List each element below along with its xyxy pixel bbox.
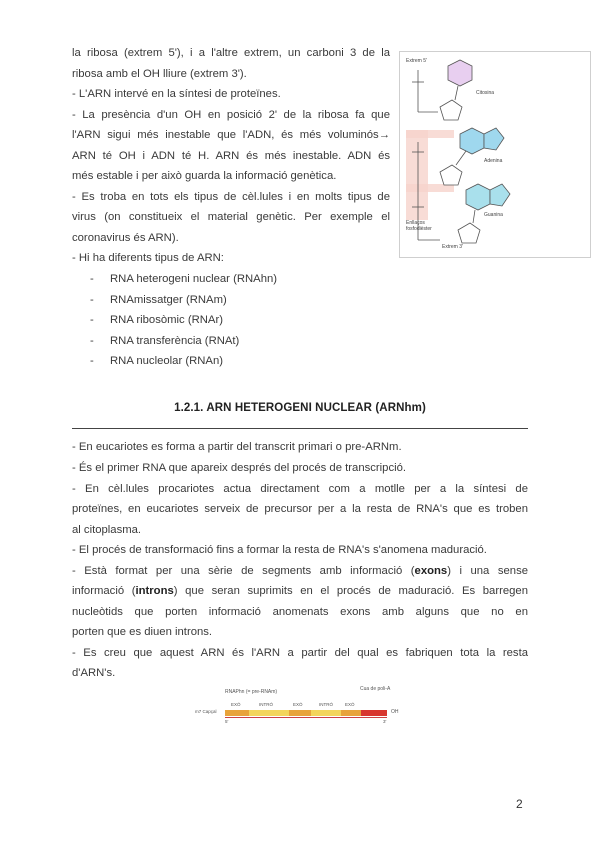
bullet-oh-line-1: - La presència d'un OH en posició 2' de la ribosa fa que [72, 108, 390, 121]
list-item-label: RNA heterogeni nuclear (RNAhn) [110, 273, 278, 285]
rna-structure-figure [399, 51, 591, 258]
bullet-oh-line-4: més estable i per això guarda la informació genètica. [72, 170, 337, 182]
figure-label-top: Extrem 5' [406, 58, 427, 64]
exon-segment [225, 710, 249, 716]
section-paragraph-5-line-1: - Està format per una sèrie de segments amb informació (exons) i una sense [72, 564, 528, 577]
list-item-label: RNAmissatger (RNAm) [110, 293, 227, 306]
segment-label: INTRÓ [259, 702, 273, 707]
segment-label: INTRÓ [319, 702, 333, 707]
diagram-end-5: 5' [225, 719, 229, 724]
page-number: 2 [516, 797, 523, 811]
diagram-cap-label: m7 Capçal [195, 709, 217, 714]
exon-segment [289, 710, 311, 716]
figure-label-adenina: Adenina [484, 158, 503, 164]
diagram-end-3: 3' [383, 719, 387, 724]
list-item-label: RNA transferència (RNAt) [110, 334, 240, 347]
heading-divider [72, 428, 528, 429]
section-paragraph-3-line-1: - En cèl.lules procariotes actua directament com a motlle per a la síntesi de [72, 482, 528, 495]
bullet-oh-line-3: ARN té OH i ADN té H. ARN és més inestable. ADN és [72, 149, 390, 162]
segment-label: EXÓ [231, 702, 241, 707]
strand-line [225, 717, 387, 718]
section-paragraph-6-line-2: d'ARN's. [72, 667, 116, 679]
bullet-cells-line-2: virus (on constitueix el material genètic. Per exemple el [72, 211, 390, 223]
section-paragraph-4: - El procés de transformació fins a formar la resta de RNA's s'anomena maduració. [72, 544, 487, 556]
diagram-tail-label: Cua de poli-A [360, 686, 391, 692]
intron-segment [311, 710, 341, 716]
section-paragraph-5-line-3: nucleòtids que porten informació anomenats exons amb alguns que no en [72, 605, 528, 618]
list-item-label: RNA nucleolar (RNAn) [110, 355, 224, 367]
figure-label-bottom: Extrem 3' [442, 244, 463, 250]
poly-a-tail [361, 710, 387, 716]
segment-label: EXÓ [345, 702, 355, 707]
term-exons: exons [414, 564, 448, 577]
rna-types-intro: - Hi ha diferents tipus de ARN: [72, 252, 224, 264]
exon-segment [341, 710, 361, 716]
section-paragraph-5-line-2: informació (introns) que seran suprimits en el procés de maduració. Es barregen [72, 585, 528, 597]
section-paragraph-3-line-2: proteïnes, en eucariotes serveix de precursor per a la resta de RNA's que es troben [72, 503, 528, 515]
intro-line-2: ribosa amb el OH lliure (extrem 3'). [72, 67, 247, 80]
section-paragraph-6-line-1: - Es creu que aquest ARN és l'ARN a partir del qual es fabriquen tota la resta [72, 646, 528, 659]
diagram-oh-label: OH [391, 709, 399, 715]
section-paragraph-2: - És el primer RNA que apareix després del procés de transcripció. [72, 462, 407, 474]
section-heading: 1.2.1. ARN HETEROGENI NUCLEAR (ARNhm) [174, 402, 426, 414]
segment-label: EXÓ [293, 702, 303, 707]
intron-segment [249, 710, 289, 716]
section-paragraph-5-line-4: porten que es diuen introns. [72, 626, 213, 638]
bullet-cells-line-1: - Es troba en tots els tipus de cèl.lules i en molts tipus de [72, 190, 390, 203]
bullet-protein-synthesis: - L'ARN intervé en la síntesi de proteïnes. [72, 88, 281, 100]
figure-label-guanina: Guanina [484, 212, 503, 218]
section-paragraph-3-line-3: al citoplasma. [72, 523, 142, 536]
figure-label-bonds: Enllaços fosfodièster [406, 220, 432, 232]
bullet-cells-line-3: coronavirus és ARN). [72, 231, 179, 244]
list-item-label: RNA ribosòmic (RNAr) [110, 314, 223, 326]
term-introns: introns [135, 585, 174, 597]
section-paragraph-1: - En eucariotes es forma a partir del transcrit primari o pre-ARNm. [72, 441, 402, 453]
bullet-oh-line-2: l'ARN sigui més inestable que l'ADN, és més voluminós→ [72, 129, 390, 141]
intro-line-1: la ribosa (extrem 5'), i a l'altre extrem, un carboni 3 de la [72, 47, 390, 59]
diagram-title: RNAPhn (= pre-RNAm) [225, 689, 278, 695]
figure-label-citosina: Citosina [476, 90, 495, 96]
pre-mrna-diagram [195, 686, 410, 738]
